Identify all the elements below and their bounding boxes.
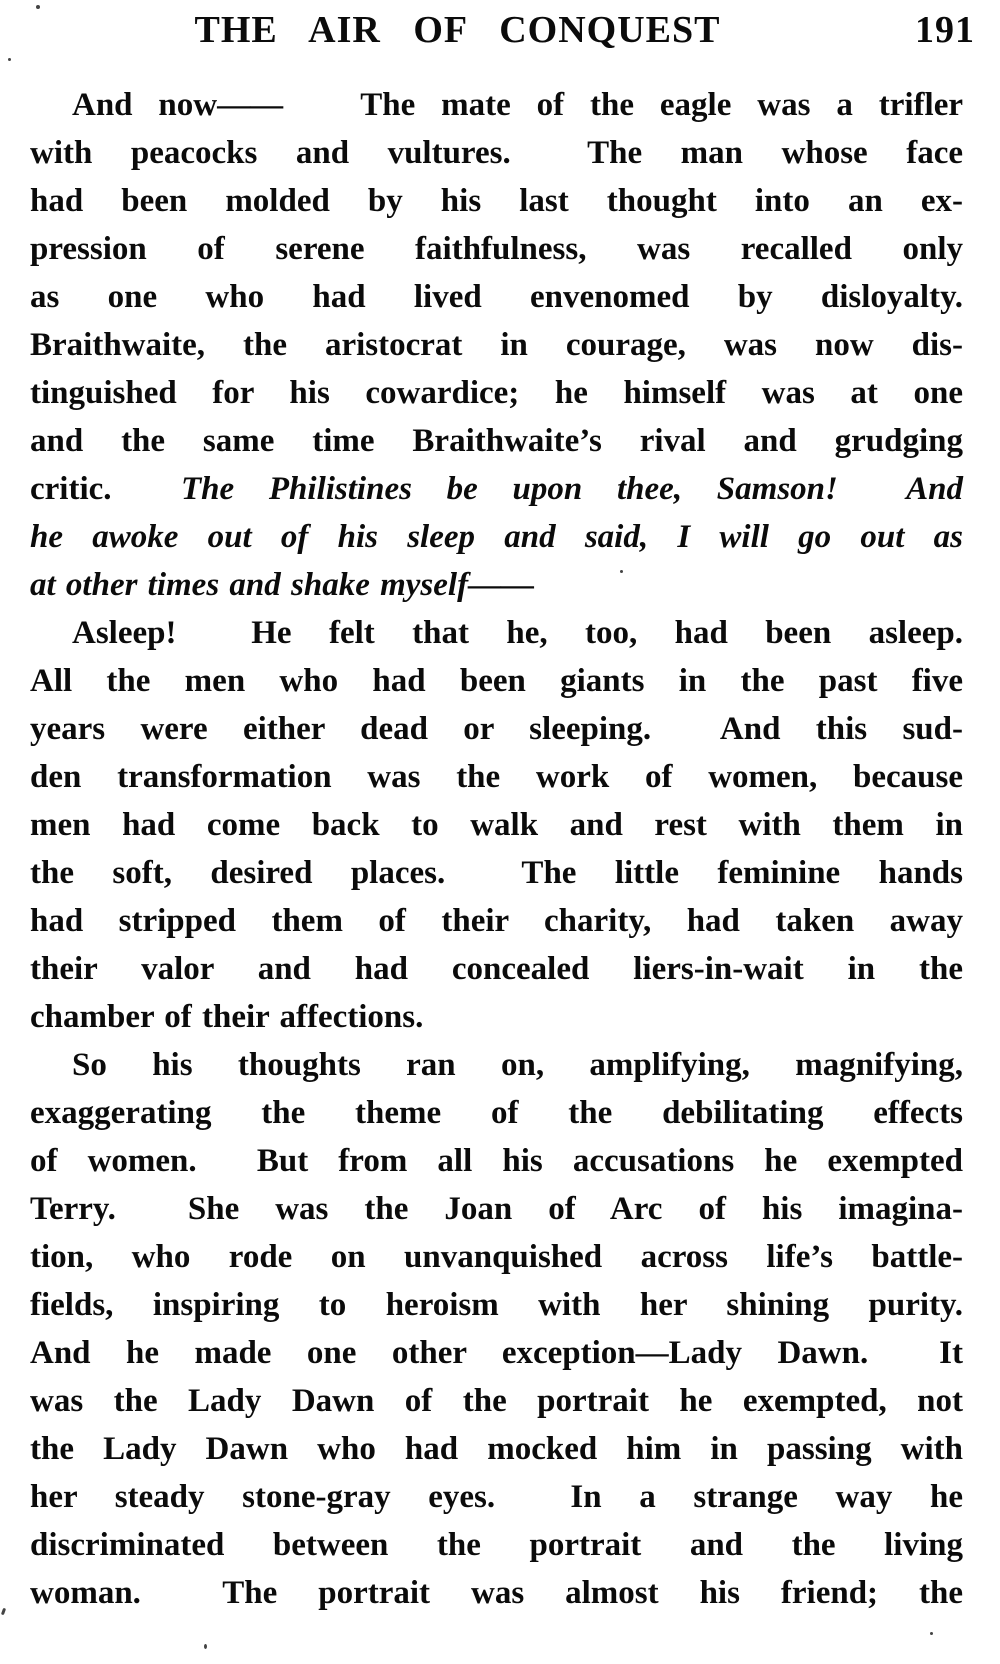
- text-segment: the soft, desired places. The little feminine hands: [30, 855, 963, 891]
- text-segment: the Lady Dawn who had mocked him in passing with: [30, 1431, 963, 1467]
- running-head-title: THE AIR OF CONQUEST: [194, 9, 721, 51]
- text-segment: tinguished for his cowardice; he himself was at one: [30, 375, 963, 411]
- text-segment: critic.: [30, 471, 181, 507]
- page-body: [30, 81, 963, 1617]
- text-segment: of women. But from all his accusations he exempted: [30, 1143, 963, 1179]
- text-line: [30, 1041, 963, 1089]
- page-header: [30, 8, 975, 52]
- text-line: [30, 177, 963, 225]
- text-segment: Braithwaite, the aristocrat in courage, was now dis-: [30, 327, 963, 363]
- text-segment: Terry. She was the Joan of Arc of his imagina-: [30, 1191, 963, 1227]
- text-line: [30, 897, 963, 945]
- text-segment: was the Lady Dawn of the portrait he exempted, not: [30, 1383, 963, 1419]
- text-segment: had been molded by his last thought into an ex-: [30, 183, 963, 219]
- text-line: [30, 369, 963, 417]
- scan-speck: [620, 570, 623, 573]
- text-segment: discriminated between the portrait and the living: [30, 1527, 963, 1563]
- text-segment: All the men who had been giants in the past five: [30, 663, 963, 699]
- text-segment: tion, who rode on unvanquished across life’s battle-: [30, 1239, 963, 1275]
- scan-speck: [1, 1608, 6, 1616]
- text-segment: her steady stone-gray eyes. In a strange way he: [30, 1479, 963, 1515]
- text-line: [30, 753, 963, 801]
- text-segment: and the same time Braithwaite’s rival and grudging: [30, 423, 963, 459]
- page-number: 191: [915, 9, 975, 51]
- text-segment: fields, inspiring to heroism with her shining purity.: [30, 1287, 963, 1323]
- text-segment: pression of serene faithfulness, was recalled only: [30, 231, 963, 267]
- text-line: [30, 1185, 963, 1233]
- text-line: [30, 1329, 963, 1377]
- text-line: [30, 273, 963, 321]
- text-line: [30, 801, 963, 849]
- text-segment: exaggerating the theme of the debilitating effects: [30, 1095, 963, 1131]
- text-line: [30, 945, 963, 993]
- italic-text-segment: The Philistines be upon thee, Samson! And: [181, 471, 963, 507]
- text-segment: their valor and had concealed liers-in-wait in the: [30, 951, 963, 987]
- text-line: [30, 225, 963, 273]
- text-segment: So his thoughts ran on, amplifying, magnifying,: [72, 1047, 963, 1083]
- text-line: [30, 1377, 963, 1425]
- italic-text-segment: at other times and shake myself——: [30, 567, 535, 603]
- text-segment: men had come back to walk and rest with them in: [30, 807, 963, 843]
- text-line: [30, 561, 963, 609]
- text-segment: And he made one other exception—Lady Dawn. It: [30, 1335, 963, 1371]
- text-segment: Asleep! He felt that he, too, had been asleep.: [72, 615, 963, 651]
- text-segment: with peacocks and vultures. The man whose face: [30, 135, 963, 171]
- text-line: [30, 849, 963, 897]
- scan-speck: [930, 1632, 933, 1635]
- text-line: [30, 1137, 963, 1185]
- text-segment: den transformation was the work of women, because: [30, 759, 963, 795]
- scan-speck: [204, 1644, 207, 1649]
- text-line: [30, 993, 963, 1041]
- text-line: [30, 513, 963, 561]
- text-segment: And now—— The mate of the eagle was a trifler: [72, 87, 963, 123]
- text-segment: chamber of their affections.: [30, 999, 424, 1035]
- text-line: [30, 129, 963, 177]
- text-line: [30, 1521, 963, 1569]
- italic-text-segment: he awoke out of his sleep and said, I will go out as: [30, 519, 963, 555]
- text-segment: woman. The portrait was almost his friend; the: [30, 1575, 963, 1611]
- text-segment: had stripped them of their charity, had taken away: [30, 903, 963, 939]
- text-line: [30, 705, 963, 753]
- text-line: [30, 1233, 963, 1281]
- text-line: [30, 609, 963, 657]
- scan-speck: [8, 58, 11, 61]
- text-line: [30, 1089, 963, 1137]
- text-line: [30, 321, 963, 369]
- text-line: [30, 1473, 963, 1521]
- text-segment: years were either dead or sleeping. And this sud-: [30, 711, 963, 747]
- scan-speck: [36, 5, 40, 9]
- text-line: [30, 465, 963, 513]
- text-line: [30, 1281, 963, 1329]
- text-segment: as one who had lived envenomed by disloyalty.: [30, 279, 963, 315]
- text-line: [30, 657, 963, 705]
- text-line: [30, 417, 963, 465]
- text-line: [30, 1425, 963, 1473]
- text-line: [30, 81, 963, 129]
- text-line: [30, 1569, 963, 1617]
